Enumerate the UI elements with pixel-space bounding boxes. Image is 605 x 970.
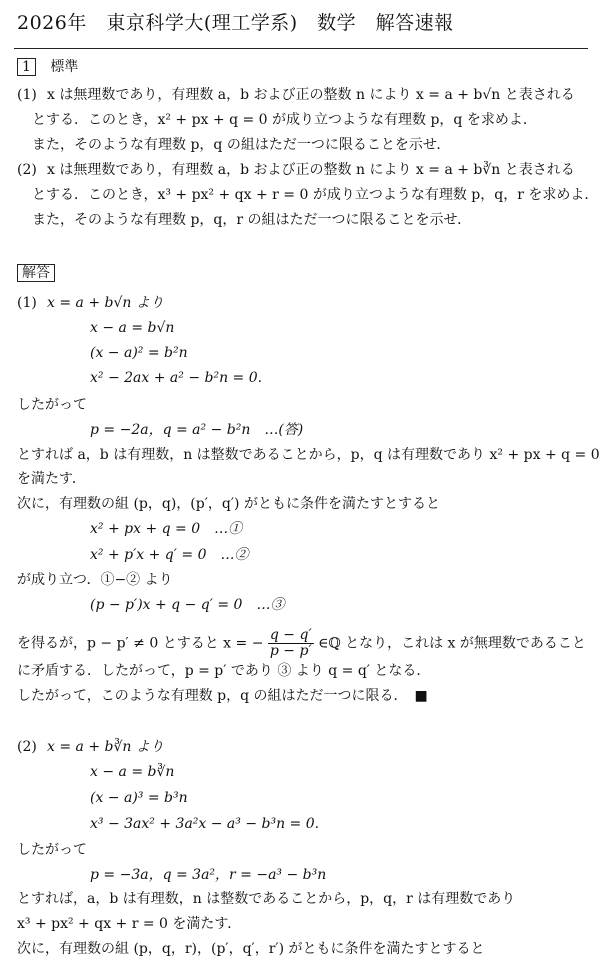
- problem-header: [17, 58, 78, 76]
- fraction-numerator: q − q′: [269, 627, 312, 643]
- difficulty-label: 標準: [50, 59, 79, 75]
- question-1-line-3: また，そのような有理数 p，q の組はただ一つに限ることを示せ．: [32, 137, 451, 153]
- answer-2-label: (2): [17, 739, 37, 755]
- answer-1-text-7: したがって，このような有理数 p，q の組はただ一つに限る． ■: [17, 688, 428, 704]
- answer-2-therefore: したがって: [17, 842, 87, 858]
- answer-1-text-1: とすれば a，b は有理数，n は整数であることから，p，q は有理数であり x² + px + q = 0: [17, 447, 600, 463]
- answer-2-text-3: 次に，有理数の組 (p，q，r)，(p′，q′，r′) がともに条件を満たすとすると: [17, 941, 485, 957]
- question-1-line-2: とする．このとき，x² + px + q = 0 が成り立つような有理数 p，q を求めよ．: [32, 112, 537, 128]
- answer-1-result: p = −2a，q = a² − b²n …(答): [90, 422, 304, 438]
- answer-2-eq-3: x³ − 3ax² + 3a²x − a³ − b³n = 0.: [90, 816, 320, 832]
- answer-1-text-3: 次に，有理数の組 (p，q)，(p′，q′) がともに条件を満たすとすると: [17, 496, 440, 512]
- question-2-label: (2): [17, 162, 37, 178]
- answer-2-eq-1: x − a = b∛n: [90, 764, 175, 780]
- answer-1-text-6: に矛盾する．したがって，p = p′ であり ③ より q = q′ となる．: [17, 663, 431, 679]
- answer-2-start: x = a + b∛n より: [47, 739, 164, 755]
- answer-1-eq-3: x² − 2ax + a² − b²n = 0.: [90, 370, 263, 386]
- answer-1-eq-1: x − a = b√n: [90, 320, 175, 336]
- answer-1-cond-3: (p − p′)x + q − q′ = 0 …③: [90, 597, 285, 613]
- answer-2-eq-2: (x − a)³ = b³n: [90, 790, 188, 806]
- answer-1-start: x = a + b√n より: [47, 295, 164, 311]
- problem-number: 1: [17, 58, 36, 76]
- answer-1-text-5a: を得るが，p − p′ ≠ 0 とすると x = −: [17, 635, 264, 652]
- title-divider: [14, 48, 588, 49]
- answer-1-text-5b: ∈ℚ となり，これは x が無理数であること: [318, 635, 586, 652]
- answer-2-text-1: とすれば，a，b は有理数，n は整数であることから，p，q，r は有理数であり: [17, 891, 516, 907]
- answer-2-text-2: x³ + px² + qx + r = 0 を満たす．: [17, 916, 242, 932]
- answer-heading: 解答: [17, 264, 55, 282]
- answer-1-eq-2: (x − a)² = b²n: [90, 345, 188, 361]
- answer-1-cond-1: x² + px + q = 0 …①: [90, 521, 243, 537]
- answer-heading-wrap: [17, 264, 55, 282]
- answer-1-therefore: したがって: [17, 397, 87, 413]
- page-title: 2026年 東京科学大(理工学系) 数学 解答速報: [17, 12, 454, 34]
- fraction: [268, 628, 314, 659]
- question-2-line-3: また，そのような有理数 p，q，r の組はただ一つに限ることを示せ．: [32, 212, 472, 228]
- fraction-denominator: p − p′: [269, 643, 312, 659]
- answer-1-cond-2: x² + p′x + q′ = 0 …②: [90, 547, 249, 563]
- question-2-line-2: とする．このとき，x³ + px² + qx + r = 0 が成り立つような有理数 p，q，r を求めよ．: [32, 187, 599, 203]
- answer-1-label: (1): [17, 295, 37, 311]
- answer-2-result: p = −3a，q = 3a²，r = −a³ − b³n: [90, 867, 327, 883]
- question-1-line-1: x は無理数であり，有理数 a，b および正の整数 n により x = a + b√n と表される: [47, 87, 575, 103]
- question-2-line-1: x は無理数であり，有理数 a，b および正の整数 n により x = a + b∛n と表される: [47, 162, 575, 178]
- answer-1-text-4: が成り立つ．①−② より: [17, 572, 173, 588]
- answer-1-fraction-line: [17, 628, 586, 659]
- question-1-label: (1): [17, 87, 37, 103]
- answer-1-text-2: を満たす．: [17, 471, 86, 487]
